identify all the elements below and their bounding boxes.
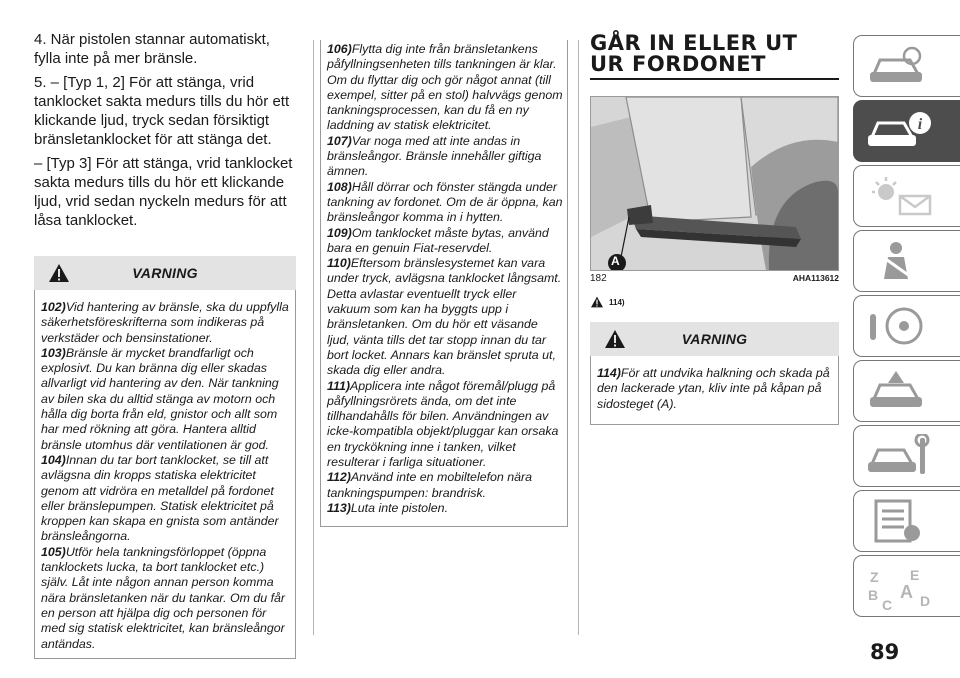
note-text: Var noga med att inte andas in bränsleångor. Bränsle innehåller giftiga ämnen. xyxy=(327,133,542,179)
step-4-text: 4. När pistolen stannar automatiskt, fylla inte på mer bränsle. xyxy=(34,31,270,67)
tab-warning-lights[interactable] xyxy=(853,165,960,227)
note-number: 108) xyxy=(327,179,352,194)
reference-line xyxy=(590,296,839,308)
svg-text:i: i xyxy=(917,116,923,133)
warning-note xyxy=(327,180,563,226)
figure-caption xyxy=(590,273,839,284)
heading-line-2: UR FORDONET xyxy=(590,52,766,76)
warning-note xyxy=(41,346,291,453)
note-number: 110) xyxy=(327,256,351,271)
note-text: Vid hantering av bränsle, ska du uppfylla säkerhetsföreskrifterna som indikeras på verkstäder och bensinstationer. xyxy=(41,300,289,345)
note-text: Bränsle är mycket brandfarligt och explosivt. Du kan bränna dig eller skadas allvarligt vid hantering av den. När tankning av bilen ska du alltid stänga av motorn och hålla dig borta från eld, gnistor och allt som har med rökning att göra. Hantera alltid bränsle utomhus där ventilationen är god. xyxy=(41,345,279,452)
tab-index[interactable] xyxy=(853,555,960,617)
warning-title: VARNING xyxy=(681,331,748,347)
tab-technical-data[interactable] xyxy=(853,490,960,552)
airbag-safety-icon xyxy=(866,239,930,283)
vehicle-side-step-illustration xyxy=(591,97,838,270)
column-divider xyxy=(313,40,314,635)
tab-getting-to-know[interactable] xyxy=(853,100,960,162)
right-column xyxy=(590,33,839,425)
note-number: 113) xyxy=(327,500,351,515)
note-number: 107) xyxy=(327,133,352,148)
reference-number: 114) xyxy=(609,297,625,307)
warning-note xyxy=(327,226,563,257)
emergency-car-icon xyxy=(866,369,930,413)
note-number: 112) xyxy=(327,470,351,485)
note-text: För att undvika halkning och skada på den lackerade ytan, kliv inte på kåpan på sidosteget (A). xyxy=(597,366,830,411)
tab-emergency[interactable] xyxy=(853,360,960,422)
warning-header xyxy=(590,322,839,356)
figure-callout-a: A xyxy=(611,254,620,268)
warning-note xyxy=(327,379,563,471)
tab-dashboard[interactable] xyxy=(853,35,960,97)
middle-column xyxy=(320,40,568,527)
index-letter: Z xyxy=(870,569,879,585)
index-letter: A xyxy=(900,582,913,602)
section-heading xyxy=(590,33,839,75)
column-divider xyxy=(578,40,579,635)
warning-note xyxy=(41,300,291,346)
index-letter: B xyxy=(868,587,879,603)
note-number: 106) xyxy=(327,42,352,56)
heading-rule xyxy=(590,78,839,80)
alphabetical-index-icon xyxy=(866,564,936,614)
warning-triangle-icon xyxy=(590,296,604,308)
warning-note xyxy=(41,545,291,652)
warning-note xyxy=(327,470,563,501)
warning-note xyxy=(327,256,563,378)
index-letter: C xyxy=(882,597,893,613)
note-number: 103) xyxy=(41,345,66,360)
note-text: Flytta dig inte från bränsletankens påfyllningsenheten tills tankningen är klar. Om du flyttar dig och gör något annat (till exempel, sitter på en stol) halvvägs genom tankningsprocessen, kan du få en ny laddning av statisk elektricitet. xyxy=(327,42,563,133)
side-step-figure xyxy=(590,96,839,271)
note-text: Eftersom bränslesystemet kan vara under tryck, avlägsna tanklocket långsamt. Detta avlastar eventuellt tryck eller vakuum som kan ha byggts upp i bränsletanken. Om du hör ett väsande ljud, vänta tills det tar stopp innan du tar bort locket. Annars kan bränslet spruta ut, skada dig eller andra. xyxy=(327,256,562,378)
index-letter: D xyxy=(920,593,931,609)
left-column xyxy=(34,30,296,659)
warning-box-continued xyxy=(320,40,568,527)
service-wrench-icon xyxy=(866,434,936,478)
tab-starting-driving[interactable] xyxy=(853,295,960,357)
note-number: 105) xyxy=(41,544,66,559)
figure-number: 182 xyxy=(590,273,607,284)
note-text: Håll dörrar och fönster stängda under tankning av fordonet. Om de är öppna, kan bränsleångor komma in i hytten. xyxy=(327,179,563,225)
car-dashboard-icon xyxy=(866,44,930,88)
note-number: 102) xyxy=(41,300,66,314)
car-info-icon xyxy=(866,109,936,153)
note-text: Använd inte en mobiltelefon nära tankningspumpen: brandrisk. xyxy=(327,470,533,500)
heading-line-1: GÅR IN ELLER UT xyxy=(590,31,798,55)
note-text: Utför hela tankningsförloppet (öppna tanklockets lucka, ta bort tanklocket etc.) själv. Låt inte någon annan person komma nära bränsletanken när du tankar. Om du får en person att hjälpa dig och personen för med sig statisk elektricitet, kan bränsleångor antändas. xyxy=(41,544,286,651)
warning-lights-icon xyxy=(866,174,936,218)
note-number: 114) xyxy=(597,366,621,380)
warning-header xyxy=(34,256,296,290)
figure-code: AHA113612 xyxy=(792,273,839,283)
warning-note xyxy=(41,453,291,545)
warning-box xyxy=(590,356,839,425)
warning-box xyxy=(34,290,296,659)
step-5-text: 5. – [Typ 1, 2] För att stänga, vrid tanklocket sakta medurs tills du hör ett klickande ljud, tryck sedan försiktigt bränsletanklocket för att stänga det. xyxy=(34,74,290,148)
page-number: 89 xyxy=(870,640,900,664)
warning-note xyxy=(597,366,834,412)
note-text: Luta inte pistolen. xyxy=(350,500,449,515)
note-text: Applicera inte något föremål/plugg på påfyllningsrörets ända, om det inte tillhandahålls för bilen. Användningen av icke-kompatibla objekt/pluggar kan orsaka en tryckökning inne i tanken, vilket resulterar i farliga situationer. xyxy=(327,378,559,470)
tab-safety[interactable] xyxy=(853,230,960,292)
warning-note xyxy=(327,501,563,516)
warning-title: VARNING xyxy=(132,265,198,281)
specifications-list-icon xyxy=(866,499,930,543)
note-number: 111) xyxy=(327,378,350,393)
step-5-type3-text: – [Typ 3] För att stänga, vrid tanklocket sakta medurs tills du hör ett klickande ljud, vrid sedan nyckeln medurs för att låsa tanklocket. xyxy=(34,155,293,229)
note-number: 104) xyxy=(41,452,66,467)
tab-maintenance[interactable] xyxy=(853,425,960,487)
note-text: Innan du tar bort tanklocket, se till att avlägsna din kropps statiska elektricitet genom att vidröra en metalldel på fordonet eller bränslepumpen. Statisk elektricitet på kroppen kan skapa en gnista som antänder bränsleångorna. xyxy=(41,452,279,544)
note-text: Om tanklocket måste bytas, använd bara en genuin Fiat-reservdel. xyxy=(327,225,549,255)
steering-key-icon xyxy=(866,304,930,348)
index-letter: E xyxy=(910,567,920,583)
note-number: 109) xyxy=(327,225,352,240)
warning-note xyxy=(327,42,563,134)
warning-note xyxy=(327,134,563,180)
